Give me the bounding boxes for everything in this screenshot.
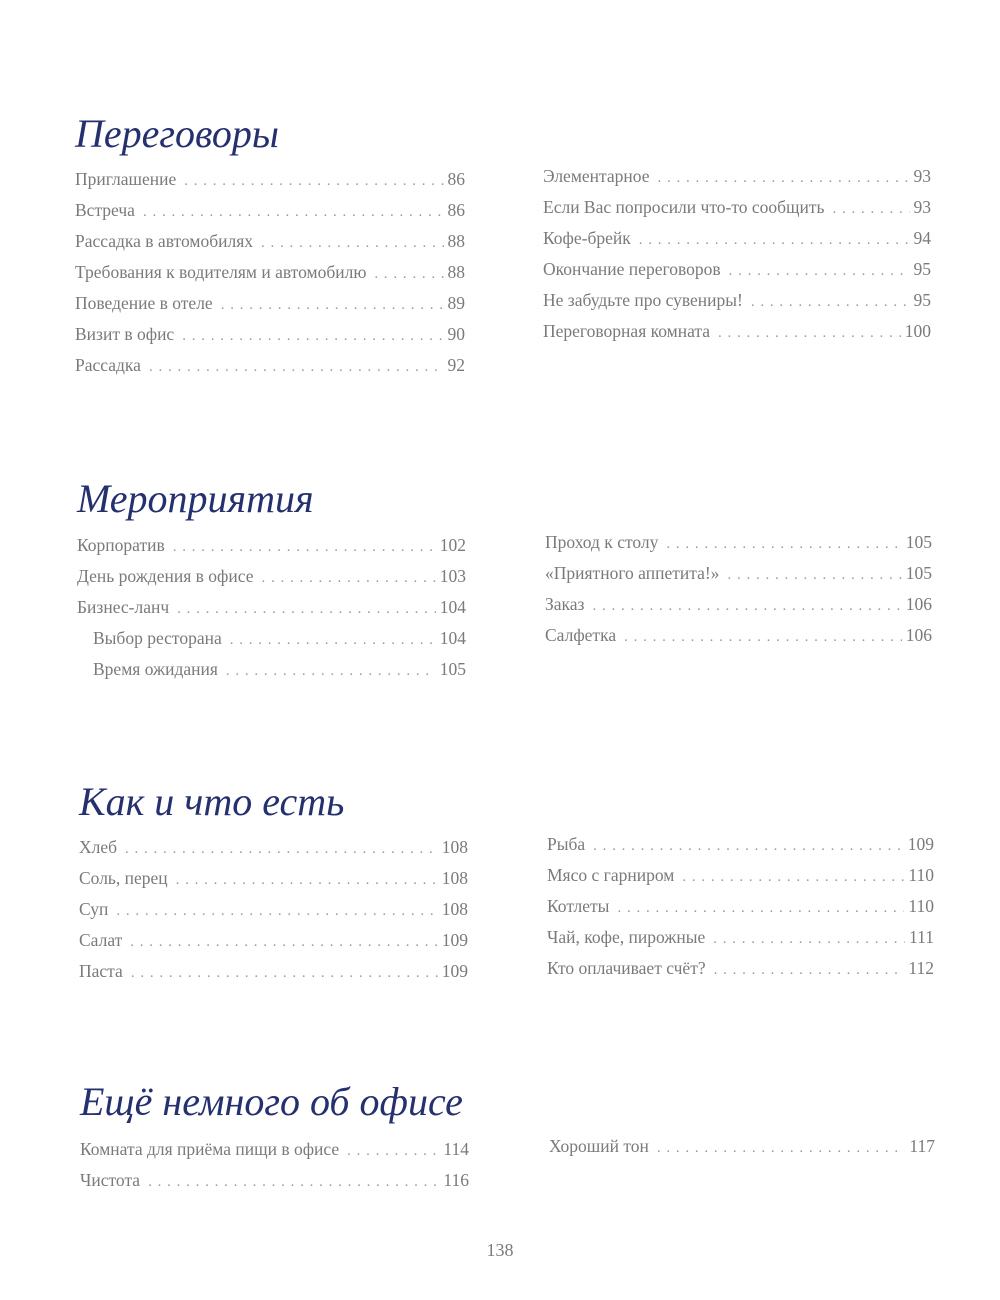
section-title: Мероприятия [77,476,314,521]
toc-entry[interactable]: Хороший тон . . . 117 [549,1131,935,1162]
toc-entry[interactable]: Приглашение . . . 86 [75,164,465,195]
toc-subentry[interactable]: Выбор ресторана . . . 104 [77,623,466,654]
toc-entry[interactable]: Чай, кофе, пирожные . . . 111 [547,922,934,953]
toc-entry[interactable]: Салат . . . 109 [79,925,468,956]
toc-entry[interactable]: Кофе-брейк . . . 94 [543,223,931,254]
toc-column-right [547,829,934,984]
section-title: Переговоры [75,111,279,156]
toc-entry[interactable]: Требования к водителям и автомобилю . . . 88 [75,257,465,288]
toc-entry[interactable]: Встреча . . . 86 [75,195,465,226]
toc-entry[interactable]: Не забудьте про сувениры! . . . 95 [543,285,931,316]
toc-column-left [77,530,466,685]
toc-entry[interactable]: Переговорная комната . . . 100 [543,316,931,347]
toc-entry[interactable]: Если Вас попросили что-то сообщить . . . 93 [543,192,931,223]
section-title: Ещё немного об офисе [80,1079,463,1124]
toc-entry[interactable]: «Приятного аппетита!» . . . 105 [545,558,932,589]
toc-column-right [545,527,932,651]
toc-column-left [80,1134,469,1196]
toc-entry[interactable]: Корпоратив . . . 102 [77,530,466,561]
section-title: Как и что есть [79,779,345,824]
toc-entry[interactable]: Бизнес-ланч . . . 104 [77,592,466,623]
toc-entry[interactable]: Соль, перец . . . 108 [79,863,468,894]
toc-entry[interactable]: Суп . . . 108 [79,894,468,925]
toc-entry[interactable]: Поведение в отеле . . . 89 [75,288,465,319]
toc-subentry[interactable]: Время ожидания . . . 105 [77,654,466,685]
toc-entry[interactable]: Хлеб . . . 108 [79,832,468,863]
toc-column-left [79,832,468,987]
toc-entry[interactable]: Котлеты . . . 110 [547,891,934,922]
toc-entry[interactable]: Рассадка в автомобилях . . . 88 [75,226,465,257]
page-number: 138 [486,1240,514,1260]
toc-entry[interactable]: Рассадка . . . 92 [75,350,465,381]
toc-entry[interactable]: День рождения в офисе . . . 103 [77,561,466,592]
toc-entry[interactable]: Паста . . . 109 [79,956,468,987]
toc-entry[interactable]: Комната для приёма пищи в офисе . . . 114 [80,1134,469,1165]
toc-entry[interactable]: Окончание переговоров . . . 95 [543,254,931,285]
toc-column-right [543,161,931,347]
toc-entry[interactable]: Мясо с гарниром . . . 110 [547,860,934,891]
toc-entry[interactable]: Чистота . . . 116 [80,1165,469,1196]
toc-entry[interactable]: Проход к столу . . . 105 [545,527,932,558]
toc-entry[interactable]: Визит в офис . . . 90 [75,319,465,350]
toc-column-left [75,164,465,381]
toc-entry[interactable]: Рыба . . . 109 [547,829,934,860]
toc-entry[interactable]: Салфетка . . . 106 [545,620,932,651]
toc-column-right [549,1131,935,1162]
toc-entry[interactable]: Заказ . . . 106 [545,589,932,620]
toc-entry[interactable]: Кто оплачивает счёт? . . . 112 [547,953,934,984]
toc-entry[interactable]: Элементарное . . . 93 [543,161,931,192]
